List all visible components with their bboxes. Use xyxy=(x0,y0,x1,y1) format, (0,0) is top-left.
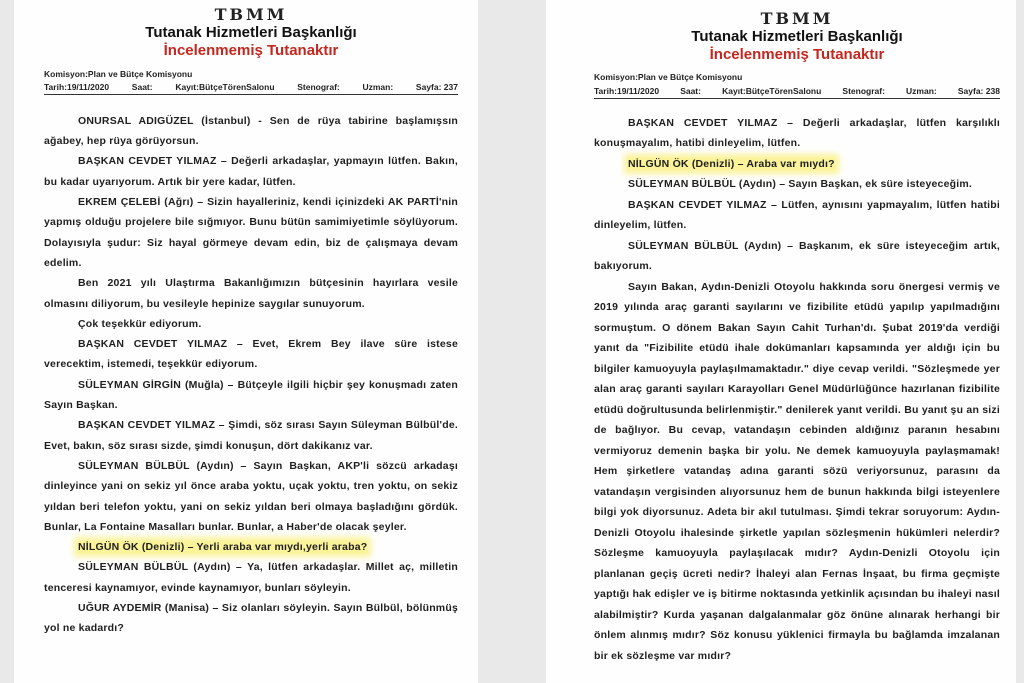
time-field: Saat: xyxy=(680,85,701,96)
stenographer-field: Stenograf: xyxy=(842,85,885,96)
status-title: İncelenmemiş Tutanaktır xyxy=(709,45,885,63)
date-field: Tarih:19/11/2020 xyxy=(44,81,110,92)
transcript-body xyxy=(594,113,1000,667)
department-title: Tutanak Hizmetleri Başkanlığı xyxy=(145,24,357,42)
paragraph: EKREM ÇELEBİ (Ağrı) – Sizin hayalleriniz, kendi içinizdeki AK PARTİ'nin yapmış olduğu projelere bile sığmıyor. Bunu bütün samimiyetimle söylüyorum. Dolayısıyla şudur: Siz hayal görmeye devam edin, biz de çalışmaya devam edelim. xyxy=(44,196,458,269)
paragraph: ONURSAL ADIGÜZEL (İstanbul) - Sen de rüya tabirine başlamışsın ağabey, hep rüya görüyorsun. xyxy=(44,114,458,148)
page-number: Sayfa: 237 xyxy=(415,81,458,92)
paragraph: BAŞKAN CEVDET YILMAZ – Lütfen, aynısını yapmayalım, lütfen hatibi dinleyelim, lütfen. xyxy=(594,198,1000,232)
paragraph: UĞUR AYDEMİR (Manisa) – Siz olanları söyleyin. Sayın Bülbül, bölünmüş yol ne kadardı? xyxy=(44,602,458,635)
page-meta xyxy=(44,69,458,95)
page-meta xyxy=(594,72,1000,99)
date-field: Tarih:19/11/2020 xyxy=(594,85,660,96)
paragraph: BAŞKAN CEVDET YILMAZ – Şimdi, söz sırası Sayın Süleyman Bülbül'de. Evet, bakın, söz sırası sizde, şimdi konuşun, dört dakikanız var. xyxy=(44,419,458,452)
expert-field: Uzman: xyxy=(906,85,937,96)
expert-field: Uzman: xyxy=(362,81,394,92)
paragraph: Ben 2021 yılı Ulaştırma Bakanlığımızın bütçesinin hayırlara vesile olmasını diliyorum, bu vesileyle hepinize saygılar sunuyorum. xyxy=(44,277,458,310)
record-field: Kayıt:BütçeTörenSalonu xyxy=(175,81,275,92)
paragraph: SÜLEYMAN BÜLBÜL (Aydın) – Başkanım, ek süre isteyeceğim artık, bakıyorum. xyxy=(594,239,1000,273)
highlighted-paragraph xyxy=(44,537,458,557)
record-field: Kayıt:BütçeTörenSalonu xyxy=(722,85,822,96)
paragraph: BAŞKAN CEVDET YILMAZ – Değerli arkadaşlar, yapmayın lütfen. Bakın, bu kadar uyarıyorum. Artık bir yere kadar, lütfen. xyxy=(44,155,458,188)
department-title: Tutanak Hizmetleri Başkanlığı xyxy=(691,28,903,46)
stenographer-field: Stenograf: xyxy=(297,81,340,92)
transcript-body xyxy=(44,111,458,639)
paragraph: BAŞKAN CEVDET YILMAZ – Evet, Ekrem Bey ilave süre istese verecektim, istemedi, teşekkür ediyorum. xyxy=(44,338,458,371)
paragraph: SÜLEYMAN BÜLBÜL (Aydın) – Sayın Başkan, ek süre isteyeceğim. xyxy=(628,178,973,191)
page-header xyxy=(594,0,1000,63)
time-field: Saat: xyxy=(131,81,153,92)
highlighted-paragraph xyxy=(594,154,1000,175)
meta-row xyxy=(594,86,1000,99)
transcript-page-right xyxy=(546,0,1016,683)
org-title: TBMM xyxy=(760,9,834,28)
org-title: TBMM xyxy=(214,5,288,24)
paragraph: Çok teşekkür ediyorum. xyxy=(78,317,202,330)
transcript-page-left xyxy=(14,0,478,683)
paragraph: SÜLEYMAN BÜLBÜL (Aydın) – Sayın Başkan, AKP'li sözcü arkadaşı dinleyince yani on sekiz yıl önce araba yoktu, uçak yoktu, tren yoktu, on sekiz yıldan beri telefon yoktu, yani on sekiz yıldan beri olmaya başladığını gördük. Bunlar, La Fontaine Masalları bunlar. Bunlar, a Haber'de olacak şeyler. xyxy=(44,459,458,533)
paragraph: SÜLEYMAN BÜLBÜL (Aydın) – Ya, lütfen arkadaşlar. Millet aç, milletin tenceresi kaynamıyor, evinde kaynamıyor, bunları söyleyin. xyxy=(44,561,458,594)
highlight-marker: NİLGÜN ÖK (Denizli) – Yerli araba var mıydı,yerli araba? xyxy=(78,541,368,554)
page-header xyxy=(44,0,458,59)
paragraph: BAŞKAN CEVDET YILMAZ – Değerli arkadaşlar, lütfen karşılıklı konuşmayalım, hatibi dinleyelim, lütfen. xyxy=(594,116,1000,150)
commission-label: Komisyon:Plan ve Bütçe Komisyonu xyxy=(44,68,193,79)
paragraph: Sayın Bakan, Aydın-Denizli Otoyolu hakkında soru önergesi vermiş ve 2019 yılında araç garanti sayılarını ve fizibilite etüdü yapılıp yapılmadığını sormuştum. O dönem Bakan Sayın Cahit Turhan'dı. Şubat 2019'da verdiği yanıt da "Fizibilite etüdü ihale dokümanları kapsamında yer aldığı için bu bilgiler kamuoyuyla paylaşılmamaktadır." diye cevap verildi. "Sözleşmede yer alan araç garanti sayıları Karayolları Genel Müdürlüğünce hazırlanan fizibilite etüdü doğrultusunda belirlenmiştir." denilerek yanıt verildi. Bu yanıt şu an sizi de bağlıyor. Bu cevap, vatandaşın cebinden aldığınız paranın hesabını vermiyoruz demenin başka bir yolu. Ne demek kamuoyuyla paylaşmamak! Hem şirketlere vatandaş adına garanti sözü veriyorsunuz, parasını da vatandaşın vergisinden alıyorsunuz hem de bunun hakkında bilgi isteyenlere bilgi yok diyorsunuz. Adeta bir akıl tutulması. Şimdi tekrar soruyorum: Aydın-Denizli Otoyolu ihalesinde şirketle yapılan sözleşmenin hükümleri nelerdir? Sözleşme kamuoyuyla paylaşılacak mıdır? Aydın-Denizli Otoyolu için planlanan geçiş ücreti nedir? İhaleyi alan Fernas İnşaat, bu firma geçmişte yaptığı hak edişler ve iş bitirme noktasında yetkinlik açısından bu ihaleyi nasıl alabilmiştir? Kurda yaşanan dalgalanmalar göz önüne alınarak herhangi bir önlem alınmış mıdır? Söz konusu yüklenici firmayla bu bağlamda imzalanan bir ek sözleşme var mıdır? xyxy=(594,280,1000,662)
paragraph: SÜLEYMAN GİRGİN (Muğla) – Bütçeyle ilgili hiçbir şey konuşmadı zaten Sayın Başkan. xyxy=(44,378,458,412)
page-number: Sayfa: 238 xyxy=(957,85,1000,96)
meta-row xyxy=(44,82,458,95)
status-title: İncelenmemiş Tutanaktır xyxy=(163,41,339,59)
commission-label: Komisyon:Plan ve Bütçe Komisyonu xyxy=(594,71,743,82)
highlight-marker: NİLGÜN ÖK (Denizli) – Araba var mıydı? xyxy=(628,157,835,170)
